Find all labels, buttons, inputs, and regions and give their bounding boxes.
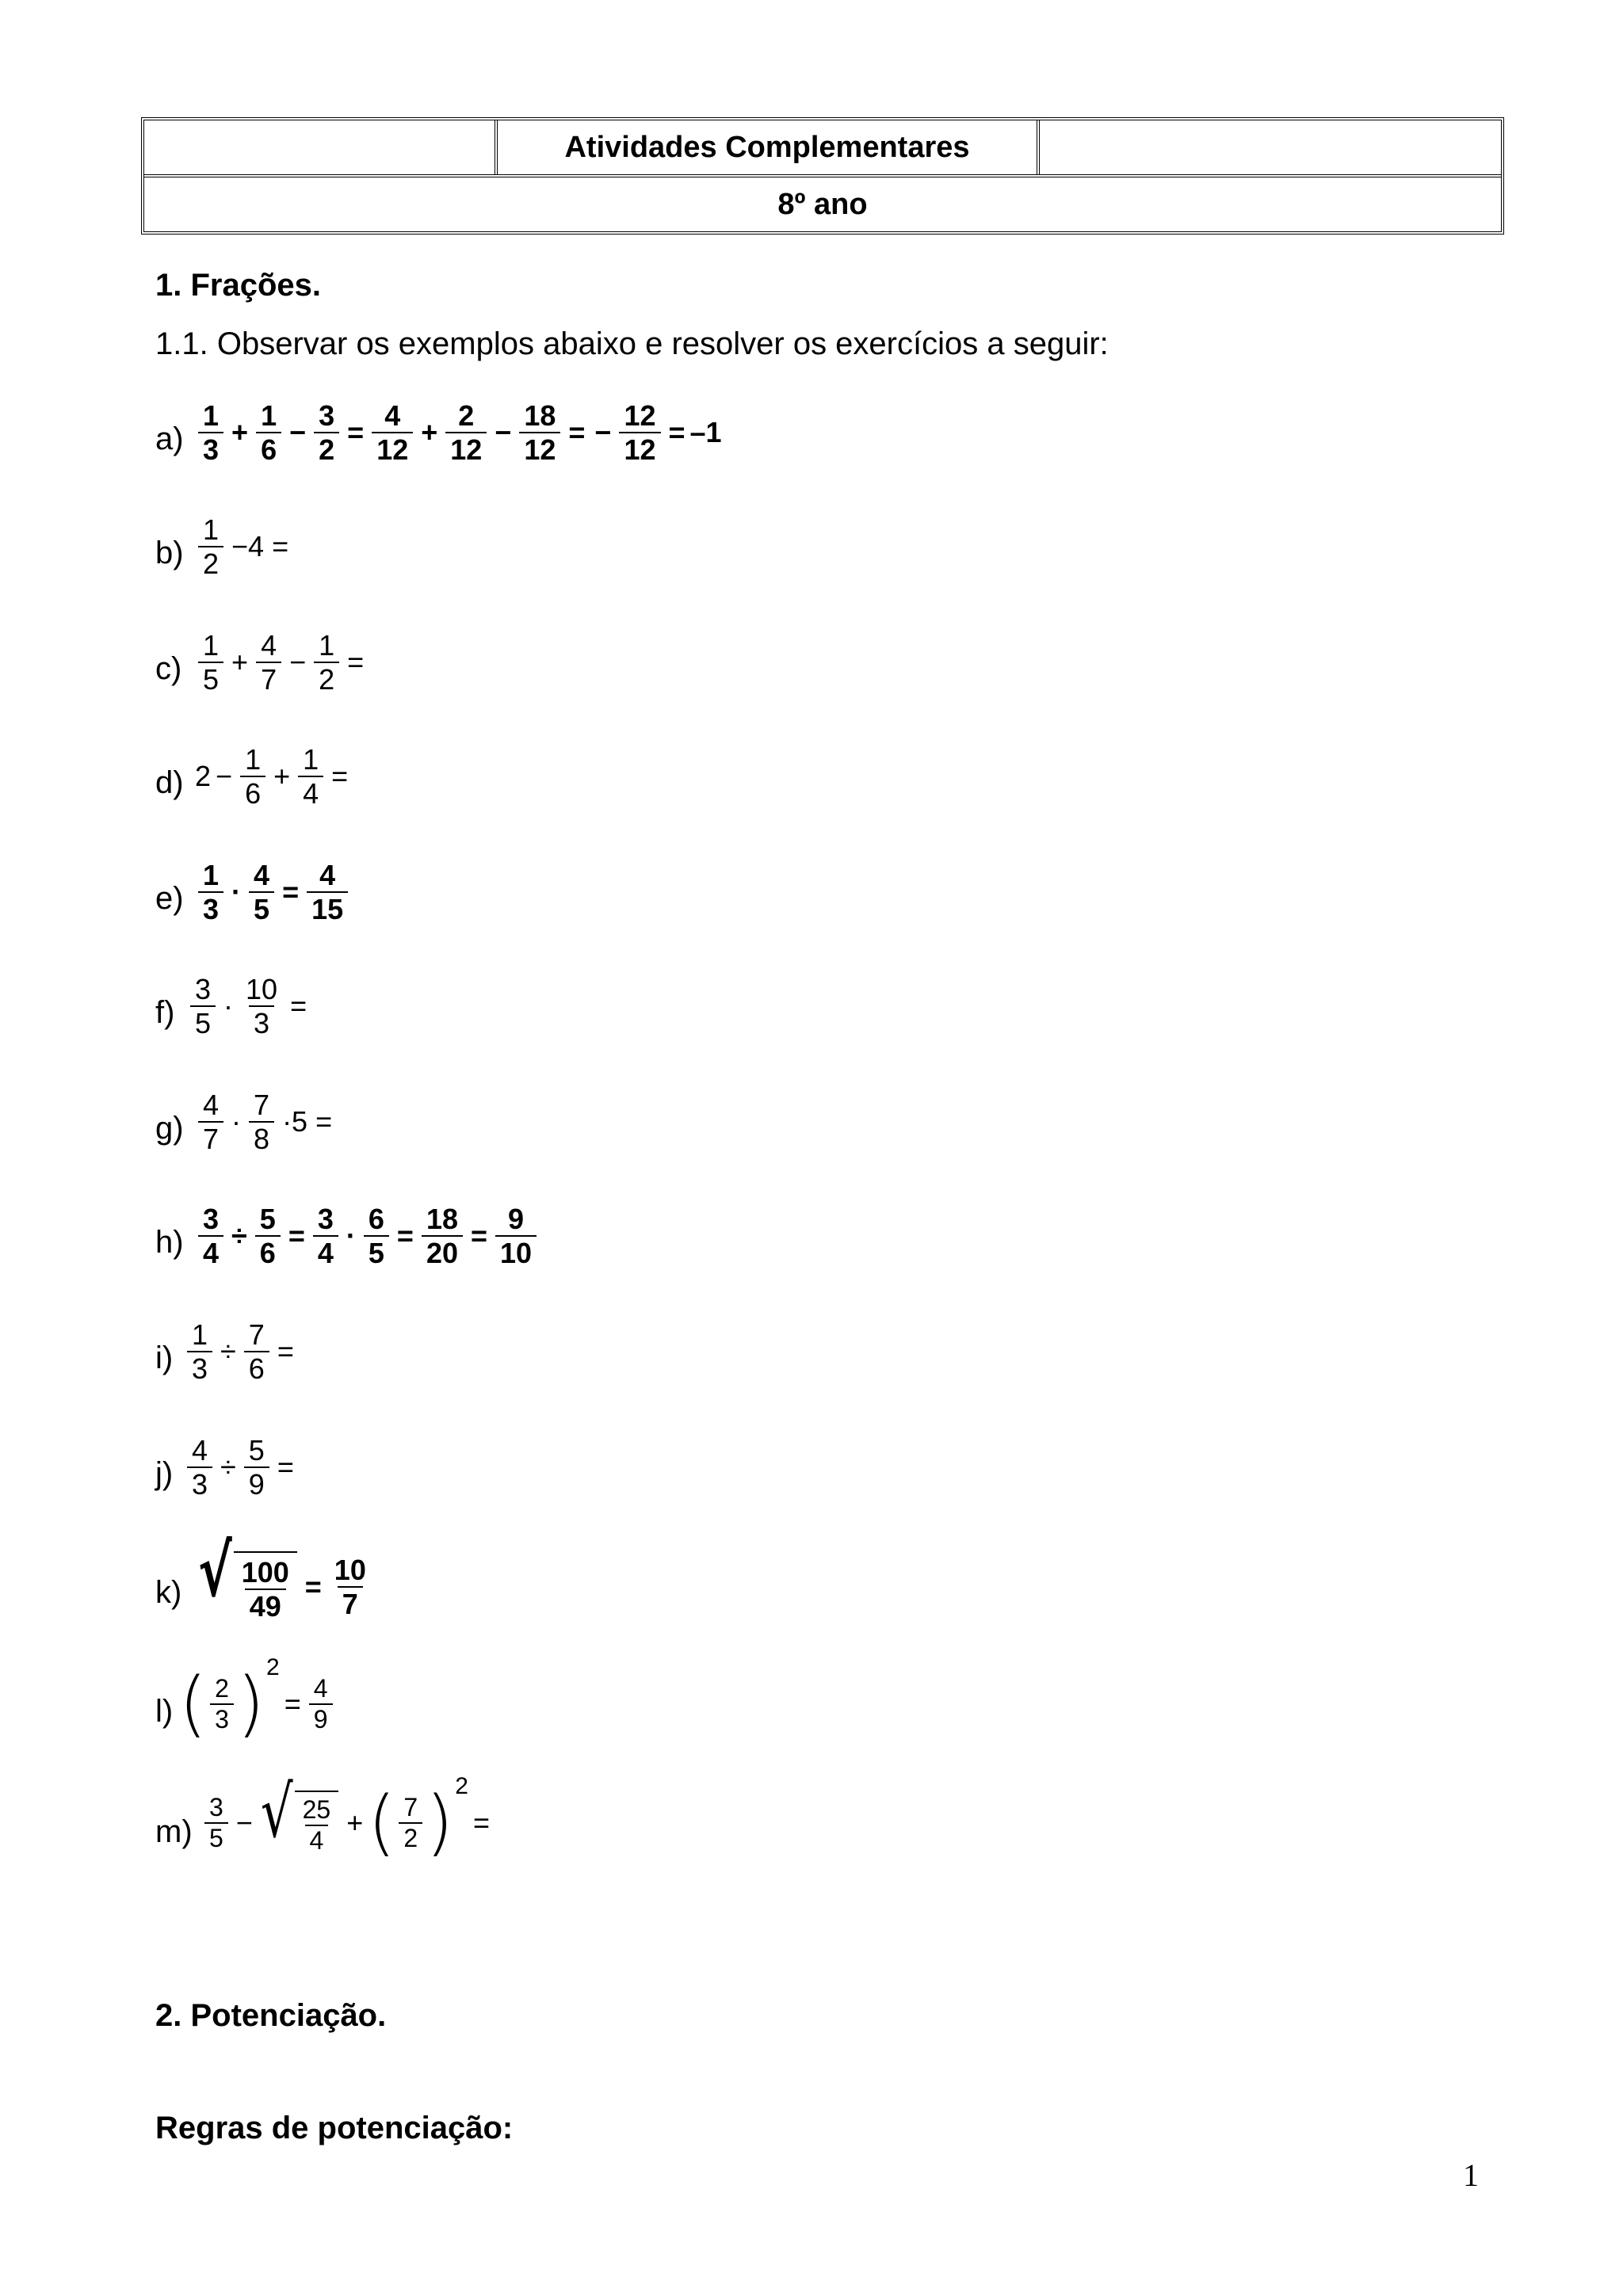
item-d-expression: 2 − $\frac{1}{6}$ + $\frac{1}{4}$ =: [195, 743, 349, 810]
section-1-instruction: 1.1. Observar os exemplos abaixo e resolver os exercícios a seguir:: [155, 326, 1109, 361]
item-j-label: j): [155, 1456, 174, 1491]
header-table: [141, 117, 1504, 235]
item-l-label: l): [155, 1694, 174, 1729]
header-title: Atividades Complementares: [498, 120, 1040, 174]
item-b-expression: $\frac{1}{2}$ −4 =: [195, 513, 293, 581]
page-number: 1: [1463, 2157, 1479, 2193]
header-empty-left: [144, 120, 498, 174]
item-j-expression: $\frac{4}{3}$ ÷ $\frac{5}{9}$ =: [184, 1434, 299, 1501]
item-m-expression: $\frac{3}{5}$ − √ $\frac{25}{4}$ + ( $\frac{7}{2}$ ) 2 =: [201, 1787, 495, 1859]
header-grade: 8º ano: [777, 187, 868, 221]
item-f-expression: $\frac{3}{5}$ · $\frac{10}{3}$ =: [187, 973, 311, 1040]
item-c-expression: $\frac{1}{5}$ + $\frac{4}{7}$ − $\frac{1}{2}$ =: [195, 629, 369, 696]
item-l-expression: ( $\frac{2}{3}$ ) 2 = $\frac{4}{9}$: [179, 1669, 336, 1740]
item-e-label: e): [155, 881, 184, 916]
item-g-expression: $\frac{4}{7}$ · $\frac{7}{8}$ ·5 =: [195, 1089, 337, 1156]
item-h-label: h): [155, 1225, 184, 1260]
item-b-label: b): [155, 536, 184, 570]
item-d-label: d): [155, 765, 184, 800]
item-a-expression: $\frac{1}{3}$ + $\frac{1}{6}$ − $\frac{3}{2}$ = $\frac{4}{12}$ + $\frac{2}{12}$ − $\frac{18}{12}$ = − $\frac{12}{12}$ = –1: [195, 399, 722, 467]
section-2-heading: 2. Potenciação.: [155, 1998, 387, 2033]
item-e-expression: $\frac{1}{3}$ · $\frac{4}{5}$ = $\frac{4}{15}$: [195, 859, 351, 926]
item-g-label: g): [155, 1111, 184, 1146]
section-1-heading: 1. Frações.: [155, 268, 322, 303]
item-k-label: k): [155, 1575, 182, 1610]
item-c-label: c): [155, 651, 182, 686]
item-f-label: f): [155, 995, 175, 1030]
section-2-subheading: Regras de potenciação:: [155, 2111, 514, 2145]
item-k-expression: √ $\frac{100}{49}$ = $\frac{10}{7}$: [198, 1531, 366, 1623]
item-i-label: i): [155, 1341, 174, 1375]
item-m-label: m): [155, 1814, 193, 1849]
header-empty-right: [1040, 120, 1501, 174]
item-a-label: a): [155, 421, 184, 456]
item-i-expression: $\frac{1}{3}$ ÷ $\frac{7}{6}$ =: [184, 1318, 299, 1386]
item-h-expression: $\frac{3}{4}$ ÷ $\frac{5}{6}$ = $\frac{3}{4}$ · $\frac{6}{5}$ = $\frac{18}{20}$ = $\frac{9}{10}$: [195, 1203, 540, 1270]
